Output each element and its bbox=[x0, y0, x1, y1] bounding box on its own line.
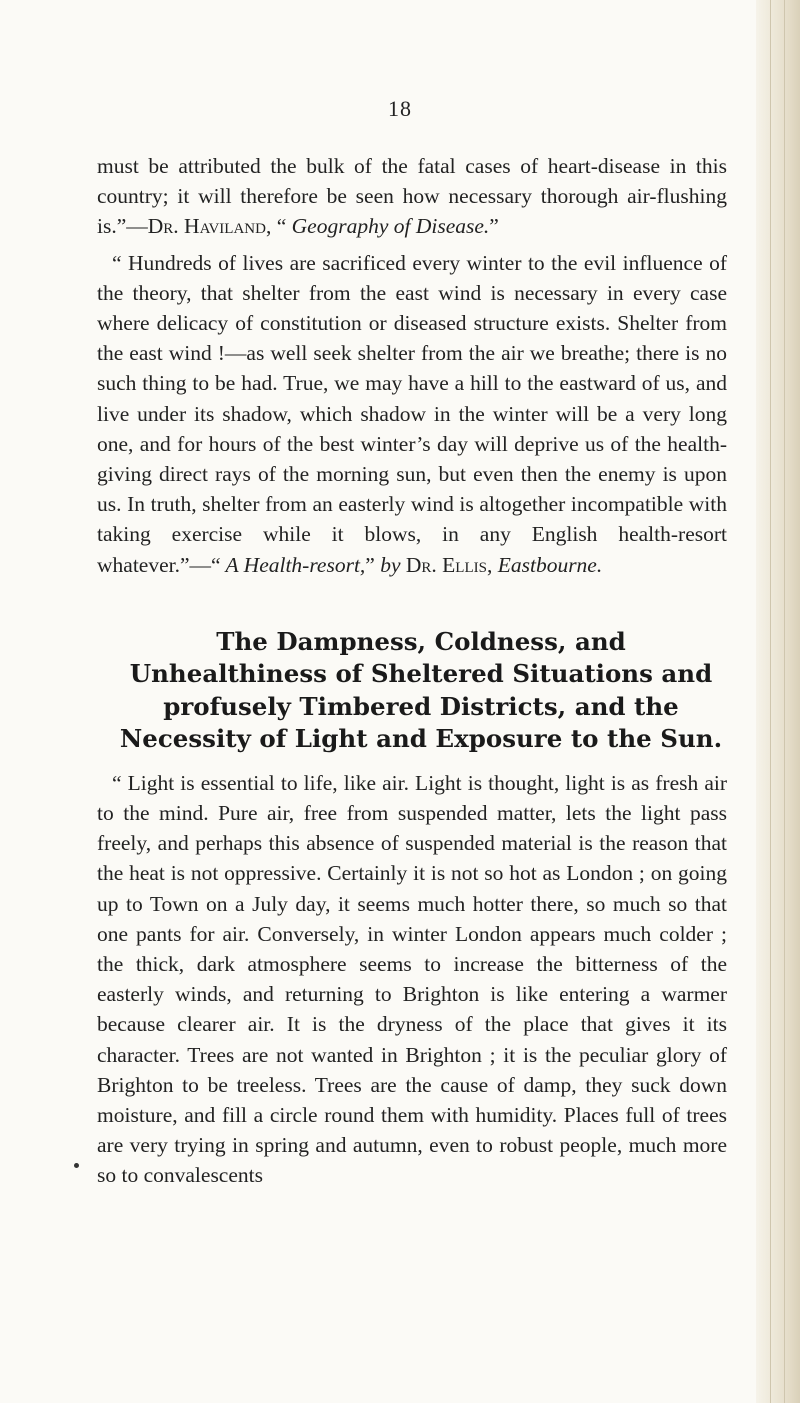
page-body bbox=[97, 151, 727, 1191]
quote-close: ” bbox=[489, 214, 499, 239]
page-edge-line bbox=[770, 0, 771, 1403]
citation-work: Geography of Disease. bbox=[291, 214, 490, 239]
section-heading: The Dampness, Coldness, and Unhealthiness of Sheltered Situations and profusely Timbered Districts, and the Necessity of Light and Exposure to the Sun. bbox=[119, 626, 723, 754]
citation-work: A Health-resort, bbox=[220, 552, 366, 577]
quotation-paragraph: “ Light is essential to life, like air. Light is thought, light is as fresh air to the mind. Pure air, free from suspended matter, lets the light pass freely, and perhaps this absence of suspended material is the reason that the heat is not oppressive. Certainly it is not so hot as London ; on going up to Town on a July day, it seems much hotter there, so much so that one pants for air. Conversely, in winter London appears much colder ; the thick, dark atmosphere seems to increase the bitterness of the easterly winds, and returning to Brighton is like entering a warmer because clearer air. It is the dryness of the place that gives it its character. Trees are not wanted in Brighton ; it is the peculiar glory of Brighton to be treeless. Trees are the cause of damp, they suck down moisture, and fill a circle round them with humidity. Places full of trees are very trying in spring and autumn, even to robust people, much more so to convalescents bbox=[97, 770, 727, 1188]
quote-close: ” bbox=[365, 552, 381, 577]
citation-place: Eastbourne. bbox=[492, 552, 603, 577]
quote-open: “ bbox=[271, 214, 292, 239]
quotation-paragraph bbox=[97, 248, 727, 580]
citation-author: Dr. Ellis, bbox=[405, 552, 493, 577]
page-edge-line bbox=[784, 0, 785, 1403]
page-edge-shadow bbox=[756, 0, 800, 1403]
paragraph-text: “ Hundreds of lives are sacrificed every winter to the evil influence of the theory, that shelter from the east wind is necessary in every case where delicacy of constitution or diseased structure exists. Shelter from the east wind !—as well seek shelter from the air we breathe; there is no such thing to be had. True, we may have a hill to the eastward of us, and live under its shadow, which shadow in the winter will be a very long one, and for hours of the best winter’s day will deprive us of the health-giving direct rays of the morning sun, but even then the enemy is upon us. In truth, shelter from an easterly wind is altogether incompatible with taking exercise while it blows, in any English health-resort whatever.”—“ bbox=[97, 250, 727, 577]
paragraph-text: must be attributed the bulk of the fatal cases of heart-disease in this country; it will therefore be seen how necessary thorough air-flushing is.”— bbox=[97, 154, 727, 239]
ink-spot bbox=[74, 1163, 79, 1168]
paragraph-continued bbox=[97, 151, 727, 242]
citation-by: by bbox=[380, 552, 406, 577]
page-number: 18 bbox=[388, 96, 412, 121]
citation-author: Dr. Haviland, bbox=[147, 214, 272, 239]
